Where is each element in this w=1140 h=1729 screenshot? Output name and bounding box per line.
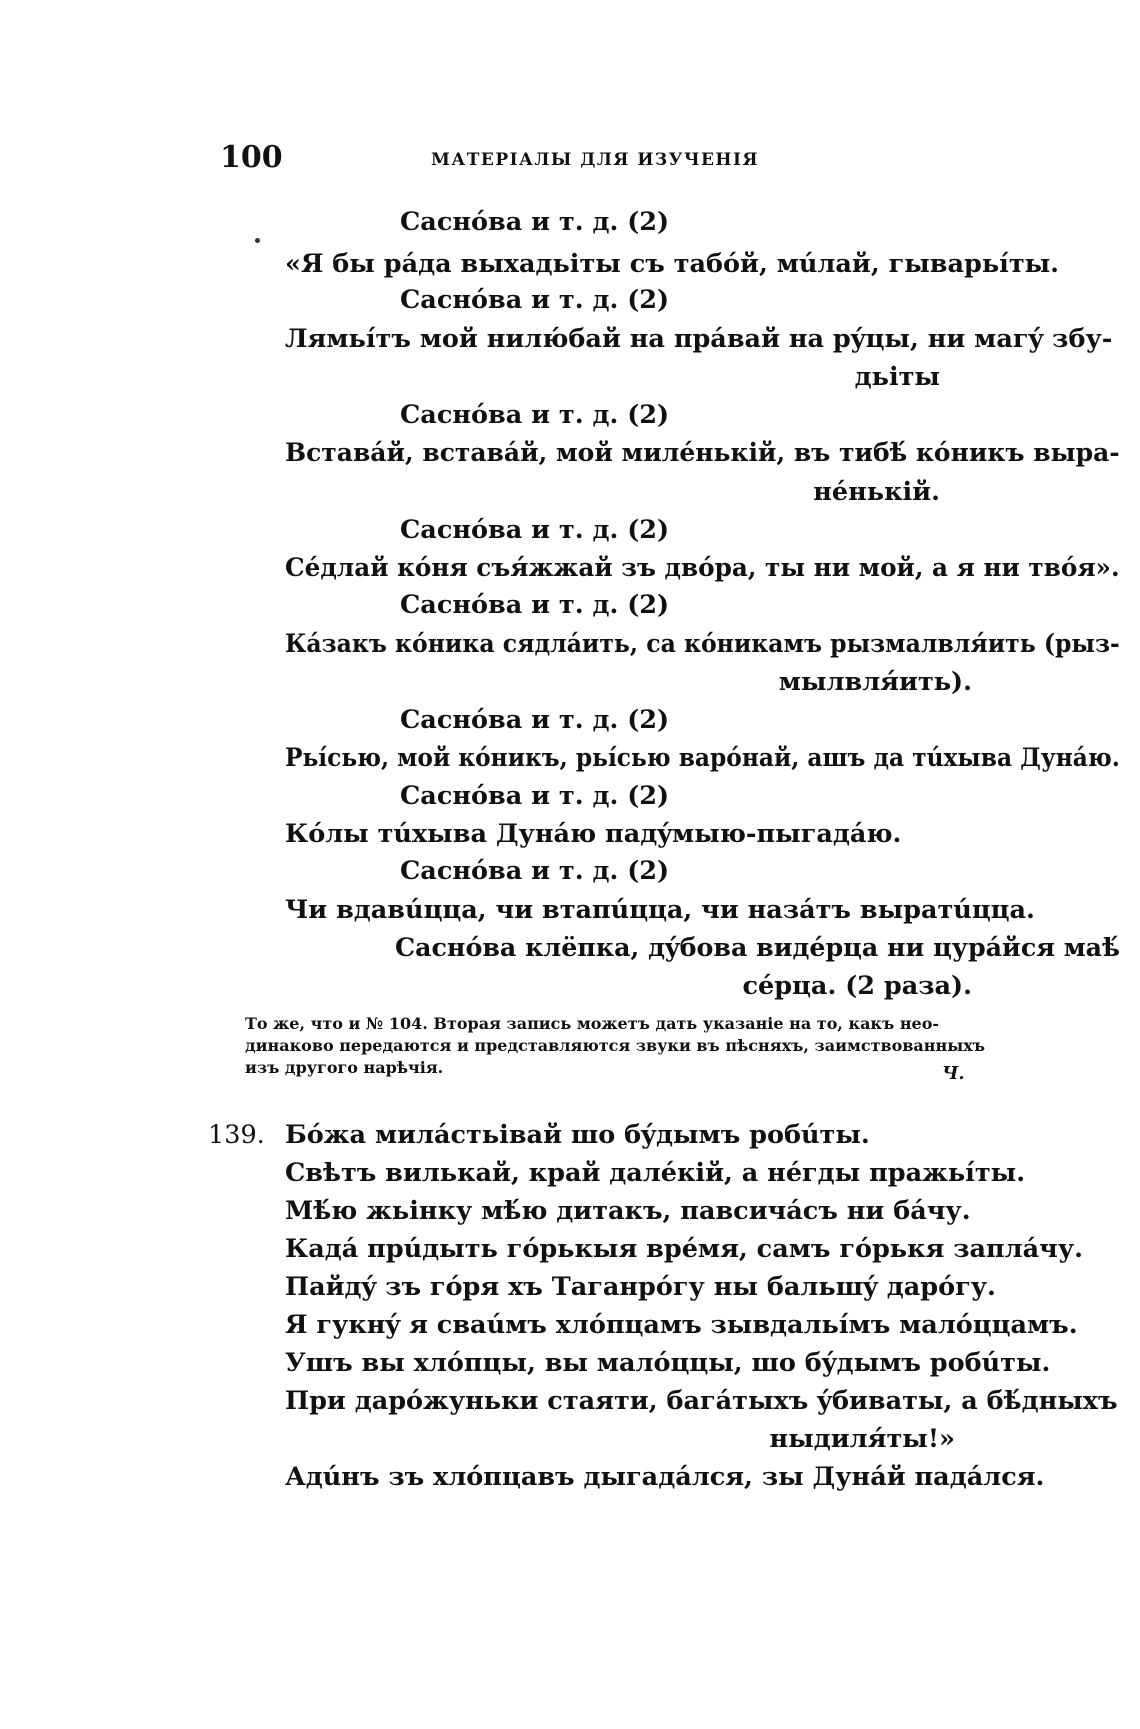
verse-line: Саснóва и т. д. (2) <box>400 285 670 315</box>
verse-line: Саснóва и т. д. (2) <box>400 207 670 237</box>
verse-line: Кадá прúдыть гóрькыя врéмя, самъ гóрькя заплáчу. <box>285 1234 1084 1264</box>
song-number: 139. <box>208 1120 265 1150</box>
verse-line: «Я бы рáда выхадьіты съ табóй, мúлай, гыварьíты. <box>285 249 1060 279</box>
note-line: То же, что и № 104. Вторая запись можетъ дать указаніе на то, какъ нео- <box>245 1014 940 1033</box>
verse-line: Лямьíтъ мой нилю́бай на прáвай на рýцы, ни магý збу- <box>285 324 1113 354</box>
verse-line: Саснóва и т. д. (2) <box>400 590 670 620</box>
margin-dot <box>255 238 260 243</box>
running-title: МАТЕРІАЛЫ ДЛЯ ИЗУЧЕНІЯ <box>431 150 759 170</box>
verse-line: Кóлы тúхыва Дунáю падýмыю-пыгадáю. <box>285 819 902 849</box>
verse-line: При дарóжуньки стаяти, багáтыхъ ýбиваты, а бѣ́дныхъ <box>285 1386 1118 1416</box>
verse-line: Рьíсью, мой кóникъ, рьíсью варóнай, ашъ да тúхыва Дунáю. <box>285 743 1120 773</box>
verse-line: Вставáй, вставáй, мой милéнькій, въ тибѣ́ кóникъ выра- <box>285 438 1120 468</box>
verse-line: Саснóва и т. д. (2) <box>400 400 670 430</box>
verse-line: дьіты <box>854 362 940 392</box>
verse-line: Саснóва клёпка, дýбова видéрца ни цурáйся маѣ́ <box>395 933 1120 963</box>
verse-line: Сéдлай кóня съя́жжай зъ двóра, ты ни мой, а я ни твóя». <box>285 553 1120 583</box>
page-number: 100 <box>220 140 283 175</box>
verse-line: Саснóва и т. д. (2) <box>400 781 670 811</box>
editorial-note <box>245 1013 1010 1079</box>
verse-line: Бóжа милáстьівай шо бýдымъ робúты. <box>285 1120 870 1150</box>
note-line: изъ другого нарѣчія. <box>245 1058 444 1077</box>
verse-line: мылвля́ить). <box>778 667 972 697</box>
note-mark: Ч. <box>942 1063 965 1084</box>
verse-line: Саснóва и т. д. (2) <box>400 705 670 735</box>
verse-line: ныдиля́ты!» <box>769 1424 955 1454</box>
verse-line: Я гукнý я сваúмъ хлóпцамъ зывдальíмъ малóццамъ. <box>285 1310 1078 1340</box>
verse-line: Ушъ вы хлóпцы, вы малóццы, шо бýдымъ робúты. <box>285 1348 1051 1378</box>
verse-line: Чи вдавúцца, чи втапúцца, чи назáтъ выратúцца. <box>285 895 1035 925</box>
verse-line: Мѣ́ю жьінку мѣ́ю дитакъ, павсичáсъ ни бáчу. <box>285 1196 971 1226</box>
verse-line: Саснóва и т. д. (2) <box>400 515 670 545</box>
verse-line: Саснóва и т. д. (2) <box>400 856 670 886</box>
page-header <box>220 140 970 180</box>
note-line: динаково передаются и представляются звуки въ пѣсняхъ, заимствованныхъ <box>245 1036 986 1055</box>
verse-line: нéнькій. <box>813 477 940 507</box>
verse-line: сéрца. (2 раза). <box>742 971 972 1001</box>
verse-line: Пайдý зъ гóря хъ Таганрóгу ны бальшý дарóгу. <box>285 1272 996 1302</box>
verse-line: Адúнъ зъ хлóпцавъ дыгадáлся, зы Дунáй падáлся. <box>285 1462 1045 1492</box>
verse-line: Свѣтъ вилькай, край далéкій, а нéгды пражьíты. <box>285 1158 1026 1188</box>
verse-line: Кáзакъ кóника сядлáить, са кóникамъ рызмалвля́ить (рыз- <box>285 629 1120 659</box>
